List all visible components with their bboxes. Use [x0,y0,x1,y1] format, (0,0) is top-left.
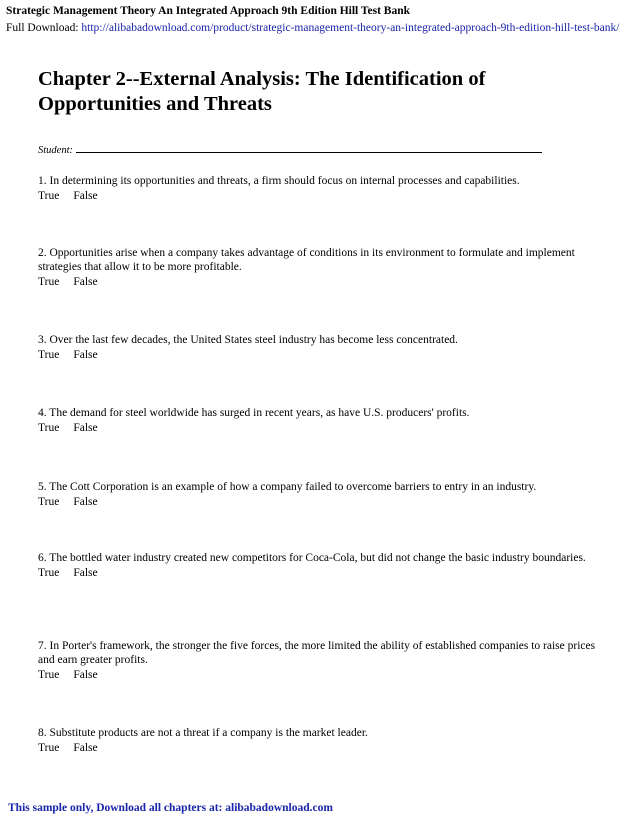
answer-true[interactable]: True [38,669,60,681]
chapter-title [38,67,558,117]
answer-true[interactable]: True [38,496,60,508]
answer-true[interactable]: True [38,567,60,579]
question-text: 6. The bottled water industry created new competitors for Coca-Cola, but did not change the basic industry boundaries. [38,552,586,564]
student-label: Student: [38,145,73,156]
answer-true[interactable]: True [38,422,60,434]
answer-false[interactable]: False [73,190,98,202]
question-7 [38,639,598,682]
answer-false[interactable]: False [73,276,98,288]
answer-true[interactable]: True [38,190,60,202]
answer-false[interactable]: False [73,349,98,361]
answer-options [38,275,598,289]
question-text: 2. Opportunities arise when a company takes advantage of conditions in its environment to formulate and implement strategies that allow it to be more profitable. [38,247,575,273]
answer-true[interactable]: True [38,349,60,361]
banner-download-link[interactable]: http://alibabadownload.com/product/strategic-management-theory-an-integrated-approach-9th-edition-hill-test-bank/ [81,22,620,34]
answer-true[interactable]: True [38,742,60,754]
question-text: 4. The demand for steel worldwide has surged in recent years, as have U.S. producers' profits. [38,407,470,419]
question-text: 8. Substitute products are not a threat if a company is the market leader. [38,727,368,739]
question-text: 7. In Porter's framework, the stronger the five forces, the more limited the ability of established companies to raise prices and earn greater profits. [38,640,596,666]
top-banner [6,3,638,37]
question-6 [38,551,598,580]
answer-options [38,189,598,203]
answer-options [38,668,598,682]
question-text: 5. The Cott Corporation is an example of how a company failed to overcome barriers to entry in an industry. [38,481,537,493]
answer-false[interactable]: False [73,742,98,754]
answer-false[interactable]: False [73,567,98,579]
question-4 [38,406,598,435]
student-name-blank[interactable] [76,142,542,153]
answer-options [38,566,598,580]
answer-options [38,421,598,435]
question-5 [38,480,598,509]
question-1 [38,174,598,203]
chapter-title-line-2: Opportunities and Threats [38,93,272,115]
banner-download-line [6,20,638,37]
banner-download-label: Full Download: [6,22,82,34]
question-8 [38,726,598,755]
banner-title: Strategic Management Theory An Integrated Approach 9th Edition Hill Test Bank [6,5,411,17]
answer-options [38,741,598,755]
answer-false[interactable]: False [73,669,98,681]
answer-true[interactable]: True [38,276,60,288]
question-3 [38,333,598,362]
question-text: 3. Over the last few decades, the United States steel industry has become less concentrated. [38,334,458,346]
question-text: 1. In determining its opportunities and threats, a firm should focus on internal processes and capabilities. [38,175,520,187]
answer-false[interactable]: False [73,496,98,508]
chapter-title-line-1: Chapter 2--External Analysis: The Identification of [38,68,486,90]
student-name-line [38,142,542,156]
question-2 [38,246,598,289]
answer-false[interactable]: False [73,422,98,434]
answer-options [38,495,598,509]
footer-banner[interactable]: This sample only, Download all chapters at: alibabadownload.com [8,802,333,814]
answer-options [38,348,598,362]
